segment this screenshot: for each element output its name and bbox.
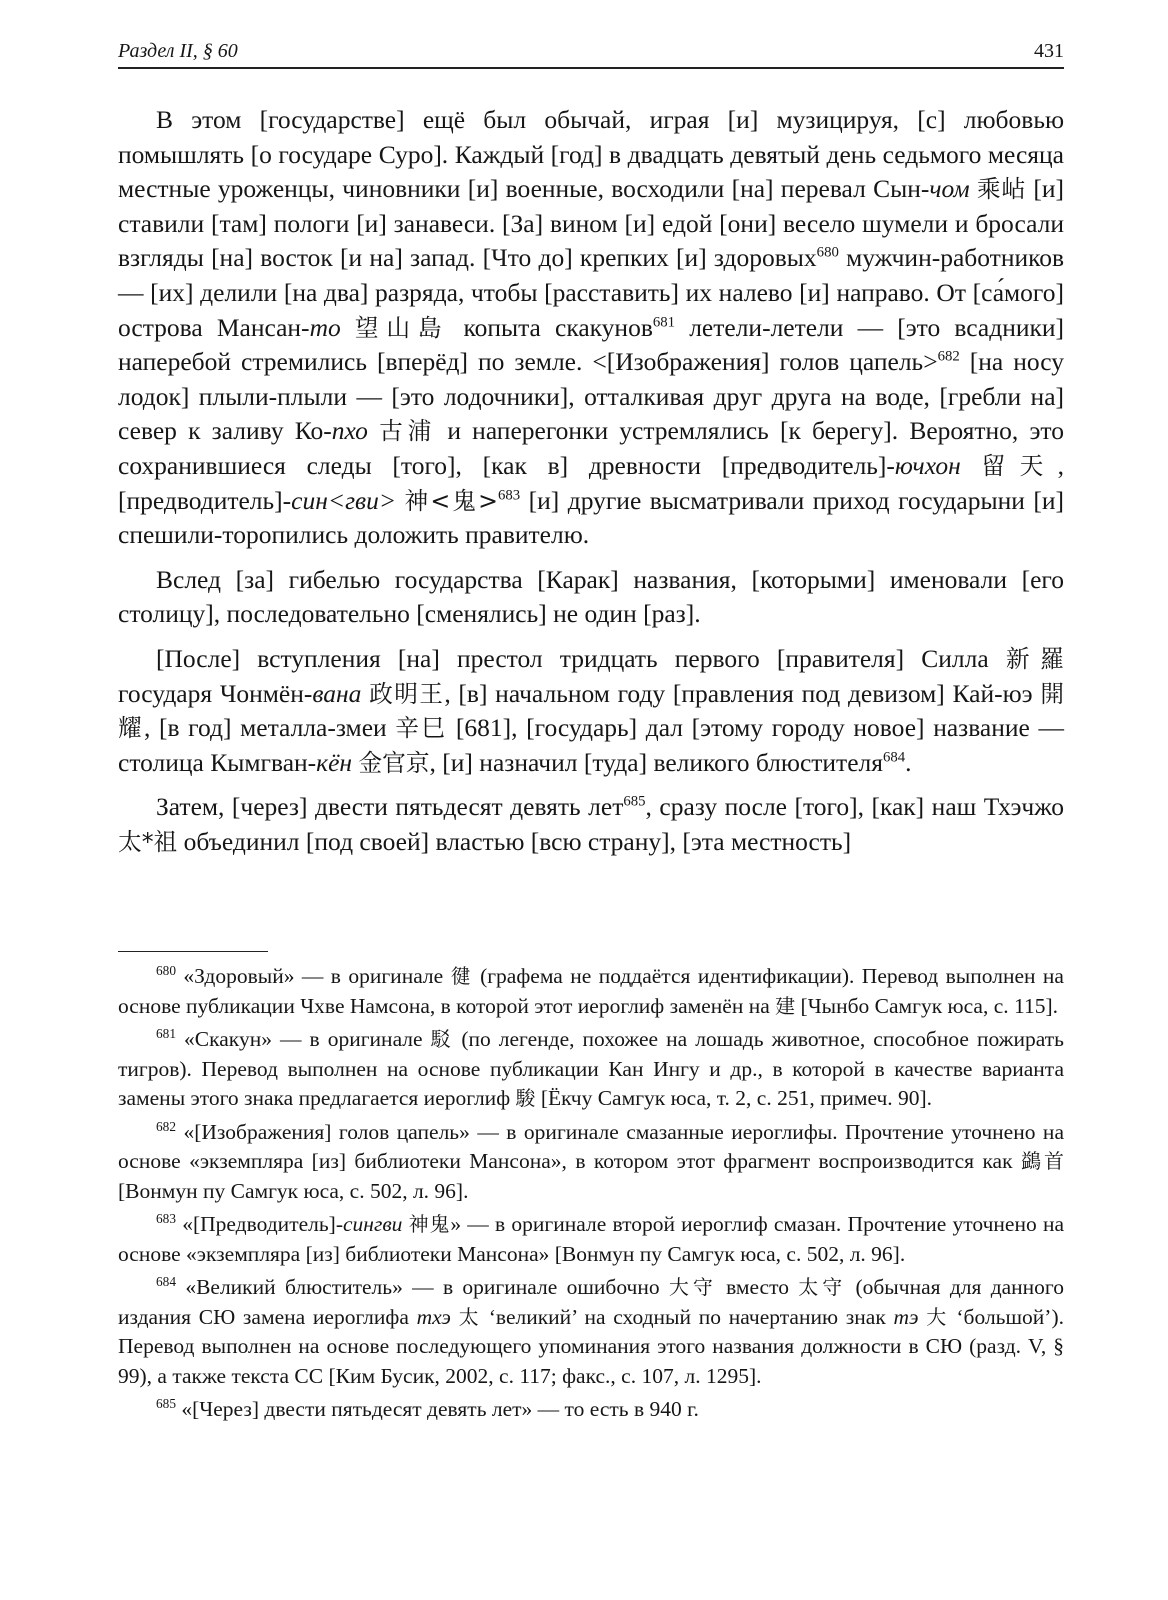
- text-run: (графема не поддаётся идентификации). Перевод выполнен на основе публикации Чхве Намсона, в которой этот иероглиф заменён на: [118, 964, 1064, 1018]
- italic-term: тхэ: [416, 1304, 451, 1329]
- text-run: Вслед [за] гибелью государства [Карак] названия, [которыми] именовали [его столицу], последовательно [сменялись] не один [раз].: [118, 564, 1064, 629]
- text-run: объединил [под своей] властью [всю страну], [эта местность]: [177, 826, 852, 856]
- italic-term: вана: [312, 678, 362, 708]
- running-header: [118, 36, 1064, 66]
- text-run: «Великий блюститель» — в оригинале ошибочно: [176, 1275, 669, 1299]
- chinese-characters: 太*祖: [118, 827, 178, 856]
- footnote-number: 682: [156, 1118, 176, 1134]
- text-run: [451, 1305, 459, 1329]
- text-run: [970, 174, 977, 203]
- chinese-characters: 開耀: [118, 679, 1065, 743]
- chinese-characters: 大: [926, 1304, 949, 1329]
- italic-term: то: [309, 312, 341, 342]
- text-run: «[Изображения] голов цапель» — в оригинале смазанные иероглифы. Прочтение уточнено на основе «экземпляра [из] библиотеки Мансона», в котором этот фрагмент воспроизводится как: [118, 1119, 1064, 1173]
- text-run: (обычная для данного издания СЮ замена иероглифа: [118, 1275, 1064, 1329]
- text-run: «Скакун» — в оригинале: [176, 1027, 431, 1051]
- chinese-characters: 政明王: [369, 679, 445, 708]
- paragraph: [118, 790, 1064, 859]
- footnote-number: 681: [156, 1025, 176, 1041]
- text-run: государя Чонмён-: [118, 678, 313, 708]
- chinese-characters: 鷁首: [1020, 1149, 1064, 1173]
- text-run: [Ёкчу Самгук юса, т. 2, с. 251, примеч. 90].: [535, 1086, 933, 1110]
- text-run: [961, 451, 982, 480]
- footnote-text: [118, 1212, 1064, 1266]
- text-run: , [в] начальном году [правления под девизом] Кай-юэ: [444, 678, 1041, 708]
- main-text: [118, 103, 1064, 868]
- text-run: [Чынбо Самгук юса, с. 115].: [795, 993, 1058, 1018]
- text-run: [и] другие высматривали приход государыни [и] спешили-торопились доложить правителю.: [118, 485, 1064, 550]
- footnote-ref: 682: [937, 348, 960, 365]
- footnote-ref: 685: [623, 793, 646, 810]
- chinese-characters: 神<鬼>: [404, 486, 498, 515]
- chinese-characters: 駿: [515, 1086, 536, 1110]
- paragraph: [118, 103, 1064, 553]
- footnote-ref: 684: [882, 749, 906, 766]
- chinese-characters: 太: [458, 1304, 482, 1329]
- chinese-characters: 新羅: [1005, 644, 1065, 673]
- text-run: » — в оригинале второй иероглиф смазан. Прочтение уточнено на основе «экземпляра [из] библиотеки Мансона» [Вонмун пу Самгук юса, с. 502, л. 96].: [118, 1212, 1064, 1266]
- page-number: 431: [1034, 40, 1064, 62]
- italic-term: сингви: [342, 1212, 403, 1236]
- text-run: вместо: [716, 1275, 799, 1299]
- section-title: Раздел II, § 60: [118, 40, 238, 62]
- footnote-number: 685: [156, 1395, 176, 1411]
- text-run: , [предводитель]-: [118, 450, 1064, 515]
- text-run: «[Через] двести пятьдесят девять лет» — то есть в 940 г.: [176, 1397, 699, 1421]
- text-run: мужчин-работников — [их] делили [на два] разряда, чтобы [расставить] их налево [и] направо. От [са́мого] острова Мансан-: [118, 243, 1064, 342]
- footnotes: [118, 962, 1064, 1429]
- chinese-characters: 金官京: [358, 748, 430, 777]
- text-run: ‘большой’). Перевод выполнен на основе последующего упоминания этого названия должности в СЮ (разд. V, § 99), а также текста СС [Ким Бусик, 2002, с. 117; факс., с. 107, л. 1295].: [118, 1304, 1064, 1388]
- footnote-number: 680: [156, 962, 176, 978]
- text-run: [Вонмун пу Самгук юса, с. 502, л. 96].: [118, 1178, 469, 1203]
- italic-term: кён: [316, 747, 353, 777]
- footnote-ref: 683: [497, 487, 521, 504]
- footnote: [118, 1395, 1064, 1425]
- paragraph: [118, 642, 1064, 780]
- italic-term: пхо: [331, 416, 368, 446]
- text-run: копыта скакунов: [449, 312, 653, 342]
- footnote-rule: [118, 951, 268, 952]
- text-run: [368, 416, 379, 445]
- text-run: [341, 313, 355, 342]
- text-run: [396, 486, 404, 515]
- text-run: Затем, [через] двести пятьдесят девять лет: [156, 792, 624, 822]
- footnote-text: [118, 1120, 1064, 1203]
- footnote-text: [118, 964, 1064, 1018]
- text-run: летели-летели — [это всадники] наперебой стремились [вперёд] по земле. <[Изображения] голов цапель>: [118, 312, 1065, 377]
- footnote-number: 684: [156, 1273, 176, 1289]
- chinese-characters: 乘岾: [976, 175, 1027, 204]
- chinese-characters: 望山島: [354, 313, 450, 342]
- text-run: , [в год] металла-змеи: [143, 713, 396, 743]
- footnote-number: 683: [156, 1210, 176, 1226]
- footnote: [118, 1025, 1064, 1114]
- text-run: «[Предводитель]-: [176, 1212, 343, 1236]
- italic-term: син<гви>: [291, 485, 397, 515]
- footnote-text: [118, 1027, 1064, 1110]
- italic-term: чом: [929, 174, 970, 204]
- footnote: [118, 962, 1064, 1021]
- chinese-characters: 徤: [450, 964, 473, 988]
- text-run: и наперегонки устремлялись [к берегу]. Вероятно, это сохранившиеся следы [того], [как в] древности [предводитель]-: [118, 416, 1064, 480]
- chinese-characters: 太守: [798, 1275, 847, 1299]
- footnote: [118, 1118, 1064, 1207]
- footnote-text: [176, 1397, 699, 1421]
- chinese-characters: 辛巳: [395, 714, 448, 743]
- footnote: [118, 1210, 1064, 1269]
- text-run: ‘великий’ на сходный по начертанию знак: [481, 1304, 894, 1329]
- text-run: В этом [государстве] ещё был обычай, играя [и] музицируя, [с] любовью помышлять [о государе Суро]. Каждый [год] в двадцать девятый день седьмого месяца местные уроженцы, чиновники [и] военные, восходили [на] перевал Сын-: [118, 105, 1064, 204]
- italic-term: тэ: [893, 1304, 919, 1329]
- footnote-text: [118, 1275, 1064, 1388]
- chinese-characters: 留天: [981, 451, 1058, 480]
- text-run: [на носу лодок] плыли-плыли — [это лодочники], отталкивая друг друга на воде, [гребли на] север к заливу Ко-: [118, 347, 1064, 446]
- chinese-characters: 建: [775, 993, 796, 1018]
- text-run: [После] вступления [на] престол тридцать первого [правителя] Силла: [156, 643, 1006, 673]
- chinese-characters: 神鬼: [408, 1212, 451, 1236]
- text-run: , сразу после [того], [как] наш Тхэчжо: [645, 792, 1064, 822]
- text-run: (по легенде, похожее на лошадь животное, способное пожирать тигров). Перевод выполнен на основе публикации Кан Ингу и др., в которой в качестве варианта замены этого знака предлагается иероглиф: [118, 1027, 1064, 1110]
- footnote: [118, 1273, 1064, 1391]
- text-run: [и] ставили [там] пологи [и] занавеси. [За] вином [и] едой [они] весело шумели и бросали взгляды [на] восток [и на] запад. [Что до] крепких [и] здоровых: [118, 174, 1065, 273]
- text-run: «Здоровый» — в оригинале: [176, 964, 451, 988]
- text-run: [361, 679, 369, 708]
- chinese-characters: 古浦: [379, 417, 437, 446]
- footnote-ref: 681: [652, 314, 676, 331]
- footnote-ref: 680: [816, 244, 839, 261]
- text-run: , [и] назначил [туда] великого блюстителя: [429, 747, 883, 777]
- text-run: .: [905, 747, 912, 777]
- chinese-characters: 大守: [668, 1275, 717, 1299]
- paragraph: [118, 563, 1064, 632]
- text-run: [681], [государь] дал [этому городу новое] название — столица Кымгван-: [118, 713, 1065, 777]
- italic-term: ючхон: [894, 450, 961, 480]
- header-rule: [118, 67, 1064, 69]
- chinese-characters: 駁: [430, 1027, 454, 1051]
